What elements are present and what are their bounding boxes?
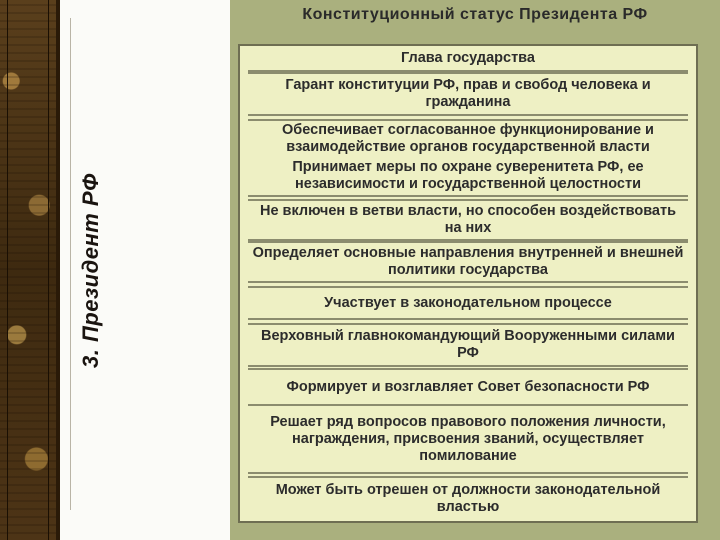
list-item-text: Глава государства xyxy=(401,49,535,66)
slide-title: Конституционный статус Президента РФ xyxy=(302,6,648,23)
list-item-text: Не включен в ветви власти, но способен воздействовать на них xyxy=(259,203,677,236)
list-item xyxy=(248,157,688,197)
list-item xyxy=(248,476,688,519)
status-list xyxy=(238,44,698,523)
list-item-text: Решает ряд вопросов правового положения личности, награждения, присвоения званий, осуществляет помилование xyxy=(270,413,666,464)
separator-line xyxy=(70,18,71,510)
list-item-text: Может быть отрешен от должности законодательной властью xyxy=(275,481,661,515)
list-item xyxy=(248,72,688,116)
list-item xyxy=(248,404,688,474)
list-item-text: Обеспечивает согласованное функционирование и взаимодействие органов государственной власти xyxy=(282,122,654,155)
side-title: 3. Президент РФ xyxy=(78,173,103,368)
list-item-text: Верховный главнокомандующий Вооруженными силами РФ xyxy=(261,328,675,361)
list-item-text: Принимает меры по охране суверенитета РФ, ее независимости и государственной целостности xyxy=(292,159,644,192)
list-item xyxy=(248,199,688,241)
decorative-texture-strip xyxy=(0,0,56,540)
list-item-text: Формирует и возглавляет Совет безопасности РФ xyxy=(286,378,650,395)
list-item xyxy=(248,286,688,320)
list-item-text: Определяет основные направления внутренней и внешней политики государства xyxy=(252,245,684,278)
list-item xyxy=(248,241,688,283)
list-item xyxy=(248,46,688,72)
list-item-text: Участвует в законодательном процессе xyxy=(324,294,612,311)
list-item xyxy=(248,323,688,367)
list-item xyxy=(248,368,688,406)
list-item xyxy=(248,119,688,157)
list-item-text: Гарант конституции РФ, прав и свобод человека и гражданина xyxy=(285,77,651,110)
